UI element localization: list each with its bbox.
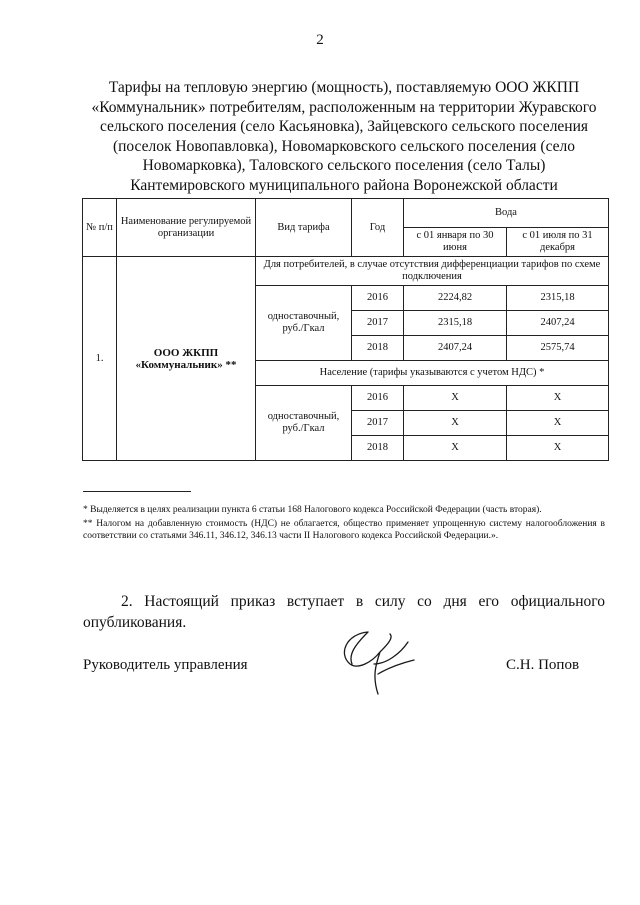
- tariff-table: [82, 198, 609, 461]
- value-cell: 2315,18: [404, 311, 507, 336]
- header-period-2: с 01 июля по 31 декабря: [507, 228, 609, 257]
- row-number: 1.: [83, 257, 117, 461]
- year-cell: 2017: [352, 311, 404, 336]
- year-cell: 2016: [352, 386, 404, 411]
- header-period-1: с 01 января по 30 июня: [404, 228, 507, 257]
- value-cell: Х: [404, 436, 507, 461]
- signatory-name: С.Н. Попов: [506, 657, 580, 673]
- value-cell: 2575,74: [507, 336, 609, 361]
- footnotes: [83, 504, 605, 544]
- value-cell: Х: [404, 386, 507, 411]
- header-row: [83, 199, 609, 228]
- section-label-consumers: Для потребителей, в случае отсутствия дифференциации тарифов по схеме подключения: [256, 257, 609, 286]
- section-row: [83, 257, 609, 286]
- header-water: Вода: [404, 199, 609, 228]
- year-cell: 2017: [352, 411, 404, 436]
- header-year: Год: [352, 199, 404, 257]
- value-cell: Х: [507, 411, 609, 436]
- signatory-role: Руководитель управления: [83, 657, 248, 673]
- year-cell: 2018: [352, 436, 404, 461]
- page-number: 2: [316, 32, 324, 48]
- handwritten-signature: [328, 624, 420, 702]
- footnote-1: * Выделяется в целях реализации пункта 6 статьи 168 Налогового кодекса Российской Федерации (часть вторая).: [83, 505, 542, 515]
- value-cell: 2315,18: [507, 286, 609, 311]
- year-cell: 2016: [352, 286, 404, 311]
- tariff-type: одноставочный, руб./Гкал: [256, 386, 352, 461]
- order-paragraph: 2. Настоящий приказ вступает в силу со дня его официального опубликования.: [83, 593, 605, 631]
- value-cell: 2224,82: [404, 286, 507, 311]
- header-organization: Наименование регулируемой организации: [117, 199, 256, 257]
- header-number: № п/п: [83, 199, 117, 257]
- footnote-divider: [83, 491, 191, 492]
- organization-name: ООО ЖКПП «Коммунальник» **: [117, 257, 256, 461]
- header-tariff-type: Вид тарифа: [256, 199, 352, 257]
- tariff-type: одноставочный, руб./Гкал: [256, 286, 352, 361]
- value-cell: 2407,24: [507, 311, 609, 336]
- section-label-population: Население (тарифы указываются с учетом НДС) *: [256, 361, 609, 386]
- document-title: Тарифы на тепловую энергию (мощность), поставляемую ООО ЖКПП «Коммунальник» потребителям, расположенным на территории Журавского сельского поселения (село Касьяновка), Зайцевского сельского поселения (поселок Новопавловка), Новомарковского сельского поселения (село Новомарковка), Таловского сельского поселения (село Талы) Кантемировского муниципального района Воронежской области: [91, 79, 597, 194]
- footnote-2: ** Налогом на добавленную стоимость (НДС) не облагается, общество применяет упрощенную систему налогообложения в соответствии со статьями 346.11, 346.12, 346.13 части II Налогового кодекса Российской Федерации.».: [83, 518, 605, 541]
- year-cell: 2018: [352, 336, 404, 361]
- value-cell: Х: [507, 386, 609, 411]
- value-cell: Х: [404, 411, 507, 436]
- value-cell: Х: [507, 436, 609, 461]
- value-cell: 2407,24: [404, 336, 507, 361]
